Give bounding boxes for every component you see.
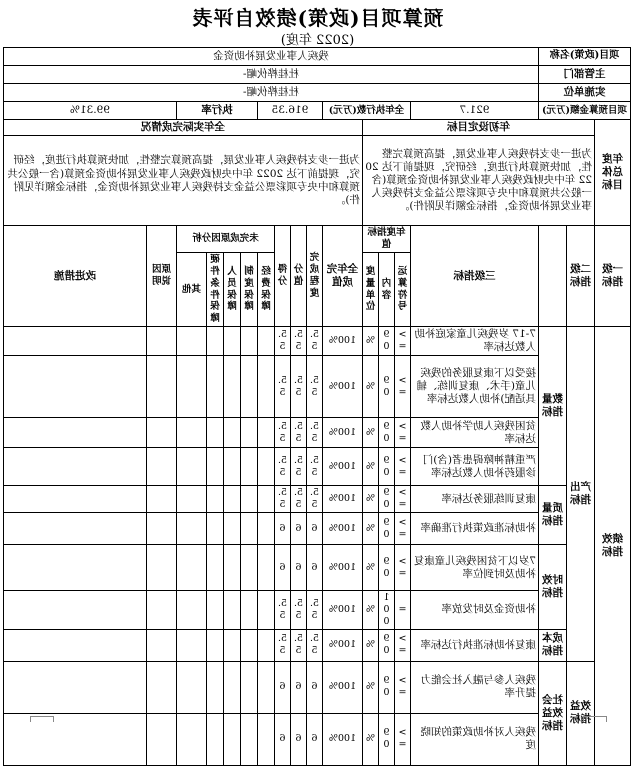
value-actual: 916.35 (257, 102, 322, 120)
label-preset-goal: 年初设定目标 (362, 120, 594, 136)
value-unit: 杜桂桦伙嵋- (3, 84, 538, 102)
level2-cost: 成本指标 (538, 629, 566, 661)
header-reason-other: 其他 (176, 252, 206, 326)
value-project-name: 残疾人事业发展补助资金 (3, 48, 538, 66)
label-unit: 实施单位 (538, 84, 630, 102)
label-project-name: 项目(政策)名称 (538, 48, 630, 66)
evaluation-table (3, 47, 631, 766)
header-unit: 度量单位 (362, 252, 378, 326)
table-row: 贫困残疾人助学补助人数达标率 >= 90 % 100% 5.5 5.5 5.5 (3, 418, 630, 448)
level2-quantity: 数量指标 (538, 327, 566, 486)
header-improve: 改进措施 (3, 226, 146, 327)
header-unfinished: 未完成原因分析 (176, 226, 274, 253)
header-reason-staff: 人员保障 (223, 252, 240, 326)
table-row: 成本指标 康复补助标准执行达标率 >= 90 % 100% 5.5 5.5 5.5 (3, 629, 630, 661)
completion-text: 为进一步支持残疾人事业发展，提高预算完整性，加快预算执行进度，经研究，现提前下达 2022 年中央财政残疾人事业发展补助资金预算(含一般公共预算和中央专项彩票公益金支持残疾人事业发展补助资金，指标金额详见附件)。 (3, 136, 362, 226)
header-reason-funds: 经费保障 (257, 252, 274, 326)
header-reason-system: 制度保障 (240, 252, 257, 326)
header-full-value: 全年完成值 (322, 226, 362, 327)
header-year-target: 年度指标值 (362, 226, 410, 253)
table-row: 质量指标 康复训练服务达标率 >= 90 % 100% 5.5 5.5 5.5 (3, 486, 630, 513)
table-row: 效益指标 社会效益指标 残疾人参与融入社会能力提升率 >= 90 % 100% 6 6 6 (3, 661, 630, 713)
header-completion-rate: 完成程度 (306, 226, 322, 327)
header-level2b (538, 226, 566, 327)
table-row: 补助标准政策执行准确率 >= 90 % 100% 6 6 6 (3, 513, 630, 545)
header-reason-hardware: 硬件条件保障 (206, 252, 223, 326)
label-rate: 执行率 (176, 102, 257, 120)
header-operator: 运算符号 (394, 252, 410, 326)
level1-perf: 绩效指标 (595, 327, 631, 766)
header-content: 内容 (378, 252, 394, 326)
header-level2: 二级指标 (567, 226, 595, 327)
label-completion: 全年实际完成情况 (3, 120, 362, 136)
table-row: 残疾人对补助政策的知晓度 >= 90 % 100% 6 6 6 (3, 713, 630, 765)
table-row: 补助资金及时发放率 = 100 % 100% 5.5 5.5 5.5 (3, 591, 630, 630)
header-score-value: 分值 (290, 226, 306, 327)
preset-goal-text: 为进一步支持残疾人事业发展，提高预算完整性，加快预算执行进度，经研究，现提前下达 2022 年中央财政残疾人事业发展补助资金预算(含一般公共预算和中央专项彩票公益金支持残疾人事业发展补助资金，指标金额详见附件)。 (362, 136, 594, 226)
page-title: 预算项目(政策)绩效自评表 (191, 6, 444, 30)
table-row: 接受以下康复服务的残疾儿童(手术、康复训练、辅具适配)补助人数达标率 >= 90 % 100% 5.5 5.5 5.5 (3, 356, 630, 418)
label-dept: 主管部门 (538, 66, 630, 84)
level1-effect: 效益指标 (567, 661, 595, 765)
level2-timeliness: 时效指标 (538, 545, 566, 630)
year-label: (2022 年度) (280, 33, 355, 48)
table-row: 绩效指标 产出指标 数量指标 7-17 岁残疾儿童家庭补助人数达标率 >= 90 % 100% 5.5 5.5 5.5 (3, 327, 630, 356)
level1-output: 产出指标 (567, 327, 595, 662)
header-level1: 一级指标 (595, 226, 631, 327)
value-budget: 921.7 (410, 102, 538, 120)
header-cause: 原因说明 (146, 226, 176, 327)
level2-social: 社会效益指标 (538, 661, 566, 765)
header-score: 得分 (274, 226, 290, 327)
header-level3: 三级指标 (410, 226, 538, 327)
value-dept: 杜桂桦伙嵋- (3, 66, 538, 84)
label-annual-goal: 年度总体目标 (595, 120, 631, 226)
table-row: 严重精神障碍患者(含)门诊服药补助人数达标率 >= 90 % 100% 5.5 5.5 5.5 (3, 448, 630, 486)
level2-quality: 质量指标 (538, 486, 566, 545)
table-row: 时效指标 7岁以下贫困残疾儿童康复补助及时到位率 >= 90 % 100% 6 6 6 (3, 545, 630, 591)
value-rate: 99.31% (3, 102, 176, 120)
page-tab-right (583, 716, 607, 722)
label-actual: 全年执行数(万元) (322, 102, 410, 120)
page-tab-left (30, 716, 54, 722)
label-budget: 项目预算金额(万元) (538, 102, 630, 120)
